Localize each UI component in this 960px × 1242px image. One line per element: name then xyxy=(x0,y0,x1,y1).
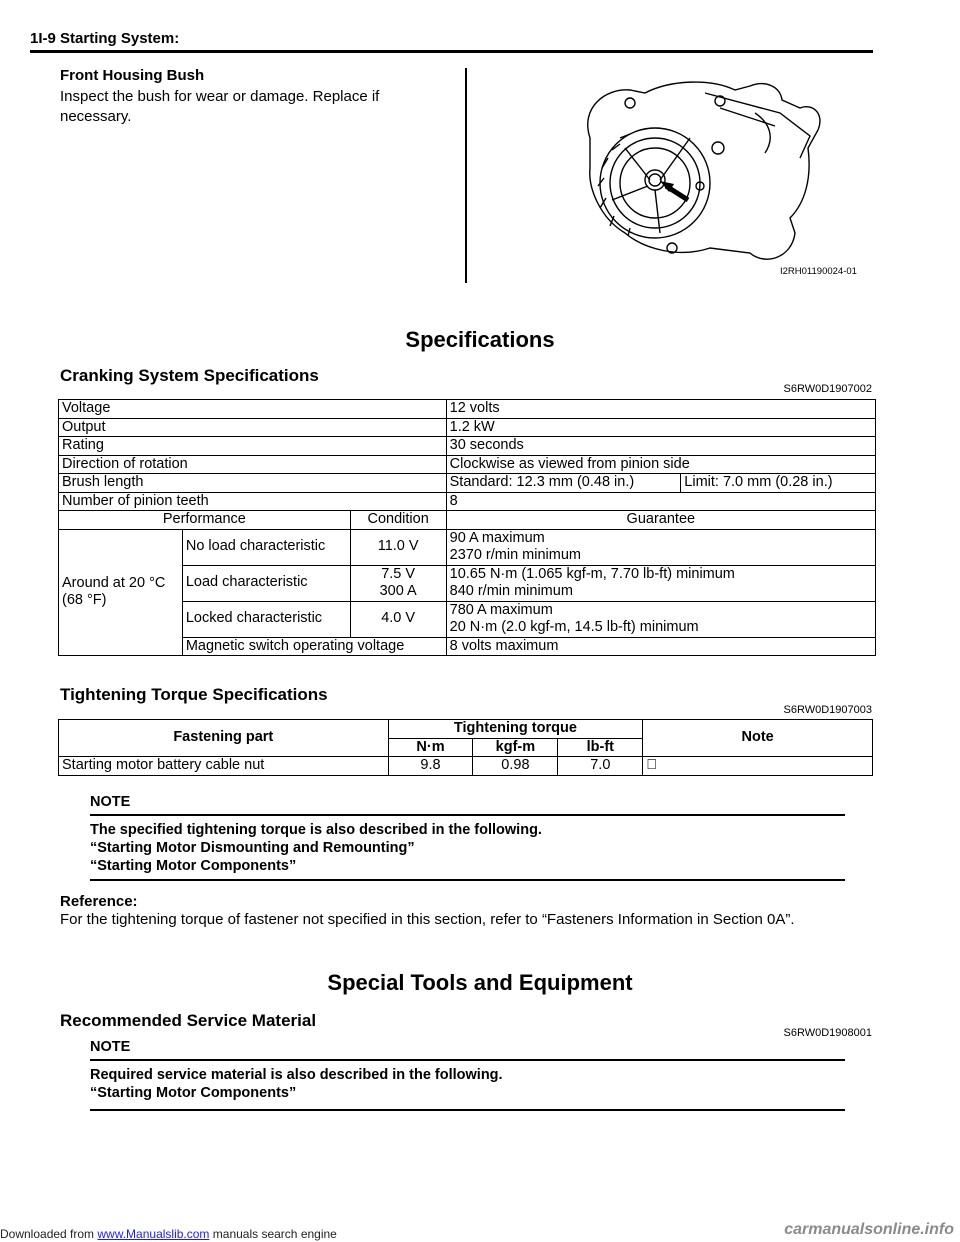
watermark: carmanualsonline.info xyxy=(784,1221,954,1238)
spec-value: 12 volts xyxy=(446,400,875,419)
guarantee-line: 20 N·m (2.0 kgf-m, 14.5 lb-ft) minimum xyxy=(449,619,699,635)
around-temperature xyxy=(59,529,183,656)
note-label: NOTE xyxy=(90,1039,131,1055)
table-row xyxy=(59,757,873,776)
note-rule xyxy=(90,814,845,816)
spec-label: Brush length xyxy=(59,474,447,493)
note-line: Required service material is also described in the following. xyxy=(90,1067,503,1083)
spec-value: 8 xyxy=(446,492,875,511)
perf-guarantee xyxy=(446,529,875,565)
note-rule xyxy=(90,879,845,881)
col-guarantee: Guarantee xyxy=(446,511,875,530)
guarantee-line: 90 A maximum xyxy=(449,529,545,546)
header-rule xyxy=(30,50,873,53)
torque-table xyxy=(58,719,873,776)
starter-motor-figure xyxy=(550,68,870,268)
torque-kgfm: 0.98 xyxy=(473,757,558,776)
cranking-heading: Cranking System Specifications xyxy=(60,366,319,385)
around-line2: (68 °F) xyxy=(62,592,107,609)
reference-text: For the tightening torque of fastener not specified in this section, refer to “Fasteners Information in Section 0A”. xyxy=(60,911,795,928)
guarantee-line: 2370 r/min minimum xyxy=(449,547,581,563)
table-row xyxy=(59,400,876,419)
col-lbft: lb-ft xyxy=(558,738,643,757)
note-label: NOTE xyxy=(90,794,131,810)
perf-guarantee xyxy=(446,565,875,601)
perf-condition xyxy=(350,565,446,601)
col-performance: Performance xyxy=(59,511,351,530)
service-material-code: S6RW0D1908001 xyxy=(783,1027,872,1039)
table-row xyxy=(59,492,876,511)
spec-label: Output xyxy=(59,418,447,437)
spec-value: 30 seconds xyxy=(446,437,875,456)
manualslib-link[interactable]: www.Manualslib.com xyxy=(97,1227,210,1241)
footer-suffix: manuals search engine xyxy=(209,1227,337,1241)
col-nm: N·m xyxy=(388,738,473,757)
note-rule xyxy=(90,1059,845,1061)
note-rule xyxy=(90,1109,845,1111)
col-fastening-part: Fastening part xyxy=(59,720,389,757)
note-body xyxy=(90,821,845,875)
spec-value: Clockwise as viewed from pinion side xyxy=(446,455,875,474)
around-line1: Around at 20 °C xyxy=(62,574,166,591)
cranking-spec-table xyxy=(58,399,876,656)
figure-id: I2RH01190024-01 xyxy=(780,266,857,277)
note-line: “Starting Motor Components” xyxy=(90,1085,297,1101)
perf-guarantee xyxy=(446,601,875,637)
spec-value: 1.2 kW xyxy=(446,418,875,437)
condition-line: 7.5 V xyxy=(381,565,416,582)
table-row xyxy=(59,474,876,493)
footer-prefix: Downloaded from xyxy=(0,1227,98,1241)
column-divider xyxy=(465,68,467,283)
perf-name: No load characteristic xyxy=(182,529,350,565)
guarantee-line: 840 r/min minimum xyxy=(449,583,573,599)
perf-name: Load characteristic xyxy=(182,565,350,601)
perf-condition: 11.0 V xyxy=(350,529,446,565)
torque-heading: Tightening Torque Specifications xyxy=(60,685,328,704)
torque-code: S6RW0D1907003 xyxy=(783,704,872,716)
table-row xyxy=(59,418,876,437)
specifications-heading: Specifications xyxy=(405,327,555,352)
condition-line: 300 A xyxy=(379,583,417,599)
table-row xyxy=(59,529,876,565)
col-note: Note xyxy=(643,720,873,757)
bush-text: Inspect the bush for wear or damage. Replace if necessary. xyxy=(60,88,380,125)
table-header-row xyxy=(59,720,873,739)
spec-label: Voltage xyxy=(59,400,447,419)
brush-standard: Standard: 12.3 mm (0.48 in.) xyxy=(446,474,681,493)
spec-label: Number of pinion teeth xyxy=(59,492,447,511)
col-condition: Condition xyxy=(350,511,446,530)
magnetic-label: Magnetic switch operating voltage xyxy=(182,637,446,656)
bush-title: Front Housing Bush xyxy=(60,67,205,84)
torque-lbft: 7.0 xyxy=(558,757,643,776)
footer xyxy=(0,1227,337,1241)
reference-label: Reference: xyxy=(60,893,138,910)
cranking-code: S6RW0D1907002 xyxy=(783,383,872,395)
perf-condition: 4.0 V xyxy=(350,601,446,637)
fastening-part: Starting motor battery cable nut xyxy=(59,757,389,776)
table-header-row xyxy=(59,511,876,530)
col-kgfm: kgf-m xyxy=(473,738,558,757)
note-reference-icon xyxy=(643,757,873,776)
brush-limit: Limit: 7.0 mm (0.28 in.) xyxy=(681,474,876,493)
special-tools-heading: Special Tools and Equipment xyxy=(327,970,633,995)
col-tightening-torque: Tightening torque xyxy=(388,720,643,739)
guarantee-line: 780 A maximum xyxy=(449,601,553,618)
note-line: “Starting Motor Components” xyxy=(90,858,297,874)
note-body xyxy=(90,1066,845,1102)
spec-label: Rating xyxy=(59,437,447,456)
note-line: “Starting Motor Dismounting and Remounting” xyxy=(90,840,415,856)
service-material-heading: Recommended Service Material xyxy=(60,1011,317,1030)
torque-nm: 9.8 xyxy=(388,757,473,776)
page-header: 1I-9 Starting System: xyxy=(30,30,180,47)
spec-label: Direction of rotation xyxy=(59,455,447,474)
guarantee-line: 10.65 N·m (1.065 kgf-m, 7.70 lb-ft) minimum xyxy=(449,565,735,582)
note-line: The specified tightening torque is also described in the following. xyxy=(90,822,542,838)
magnetic-value: 8 volts maximum xyxy=(446,637,875,656)
table-row xyxy=(59,455,876,474)
table-row xyxy=(59,437,876,456)
perf-name: Locked characteristic xyxy=(182,601,350,637)
